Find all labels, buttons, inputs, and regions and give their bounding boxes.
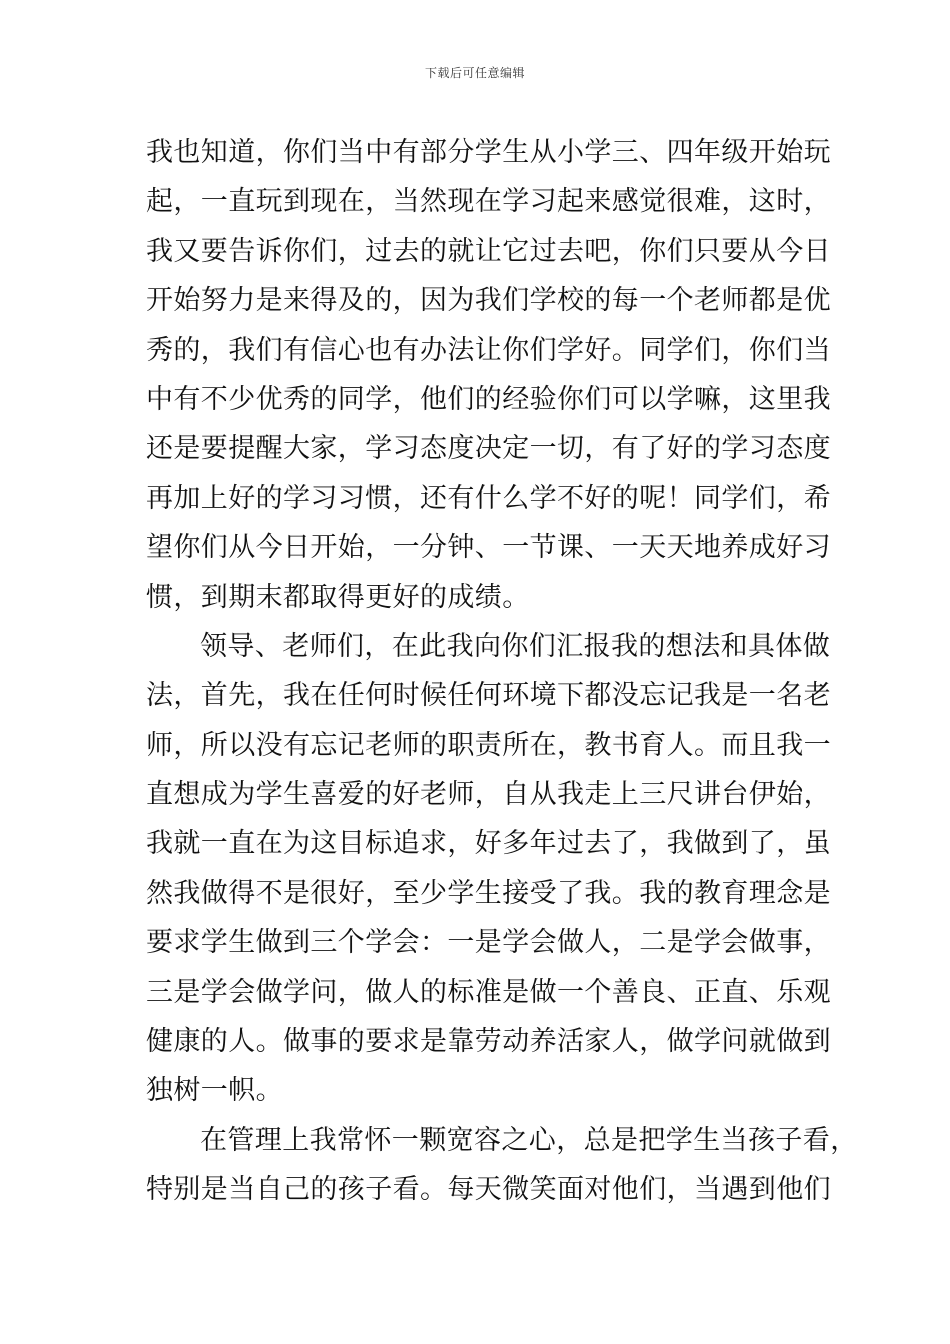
text-line: 再加上好的学习习惯，还有什么学不好的呢！同学们，希 <box>146 482 831 514</box>
text-line: 直想成为学生喜爱的好老师，自从我走上三尺讲台伊始， <box>146 779 831 811</box>
paragraph-1 <box>146 128 836 622</box>
text-line: 我也知道，你们当中有部分学生从小学三、四年级开始玩 <box>146 137 831 168</box>
text-line: 秀的，我们有信心也有办法让你们学好。同学们，你们当 <box>146 334 831 366</box>
text-line: 三是学会做学问，做人的标准是做一个善良、正直、乐观 <box>146 976 831 1008</box>
text-line: 惯，到期末都取得更好的成绩。 <box>146 581 530 613</box>
text-line: 要求学生做到三个学会：一是学会做人，二是学会做事， <box>146 927 831 959</box>
text-line: 我就一直在为这目标追求，好多年过去了，我做到了，虽 <box>146 828 831 860</box>
text-line: 在管理上我常怀一颗宽容之心，总是把学生当孩子看， <box>200 1124 858 1156</box>
paragraph-2 <box>146 622 836 1116</box>
text-line: 师，所以没有忘记老师的职责所在，教书育人。而且我一 <box>146 729 831 761</box>
text-line: 法，首先，我在任何时候任何环境下都没忘记我是一名老 <box>146 680 831 712</box>
text-line: 然我做得不是很好，至少学生接受了我。我的教育理念是 <box>146 877 831 909</box>
text-line: 起，一直玩到现在，当然现在学习起来感觉很难，这时， <box>146 186 831 218</box>
document-body <box>146 128 858 1215</box>
text-line: 特别是当自己的孩子看。每天微笑面对他们，当遇到他们 <box>146 1174 831 1206</box>
text-line: 还是要提醒大家，学习态度决定一切，有了好的学习态度 <box>146 433 831 465</box>
text-line: 开始努力是来得及的，因为我们学校的每一个老师都是优 <box>146 285 831 317</box>
text-line: 健康的人。做事的要求是靠劳动养活家人，做学问就做到 <box>146 1026 831 1058</box>
page-header: 下载后可任意编辑 <box>424 66 525 80</box>
text-line: 领导、老师们，在此我向你们汇报我的想法和具体做 <box>200 630 831 662</box>
text-line: 中有不少优秀的同学，他们的经验你们可以学嘛，这里我 <box>146 383 831 415</box>
paragraph-3 <box>146 1116 858 1215</box>
text-line: 我又要告诉你们，过去的就让它过去吧，你们只要从今日 <box>146 235 831 267</box>
text-line: 独树一帜。 <box>146 1075 283 1107</box>
text-line: 望你们从今日开始，一分钟、一节课、一天天地养成好习 <box>146 532 831 564</box>
